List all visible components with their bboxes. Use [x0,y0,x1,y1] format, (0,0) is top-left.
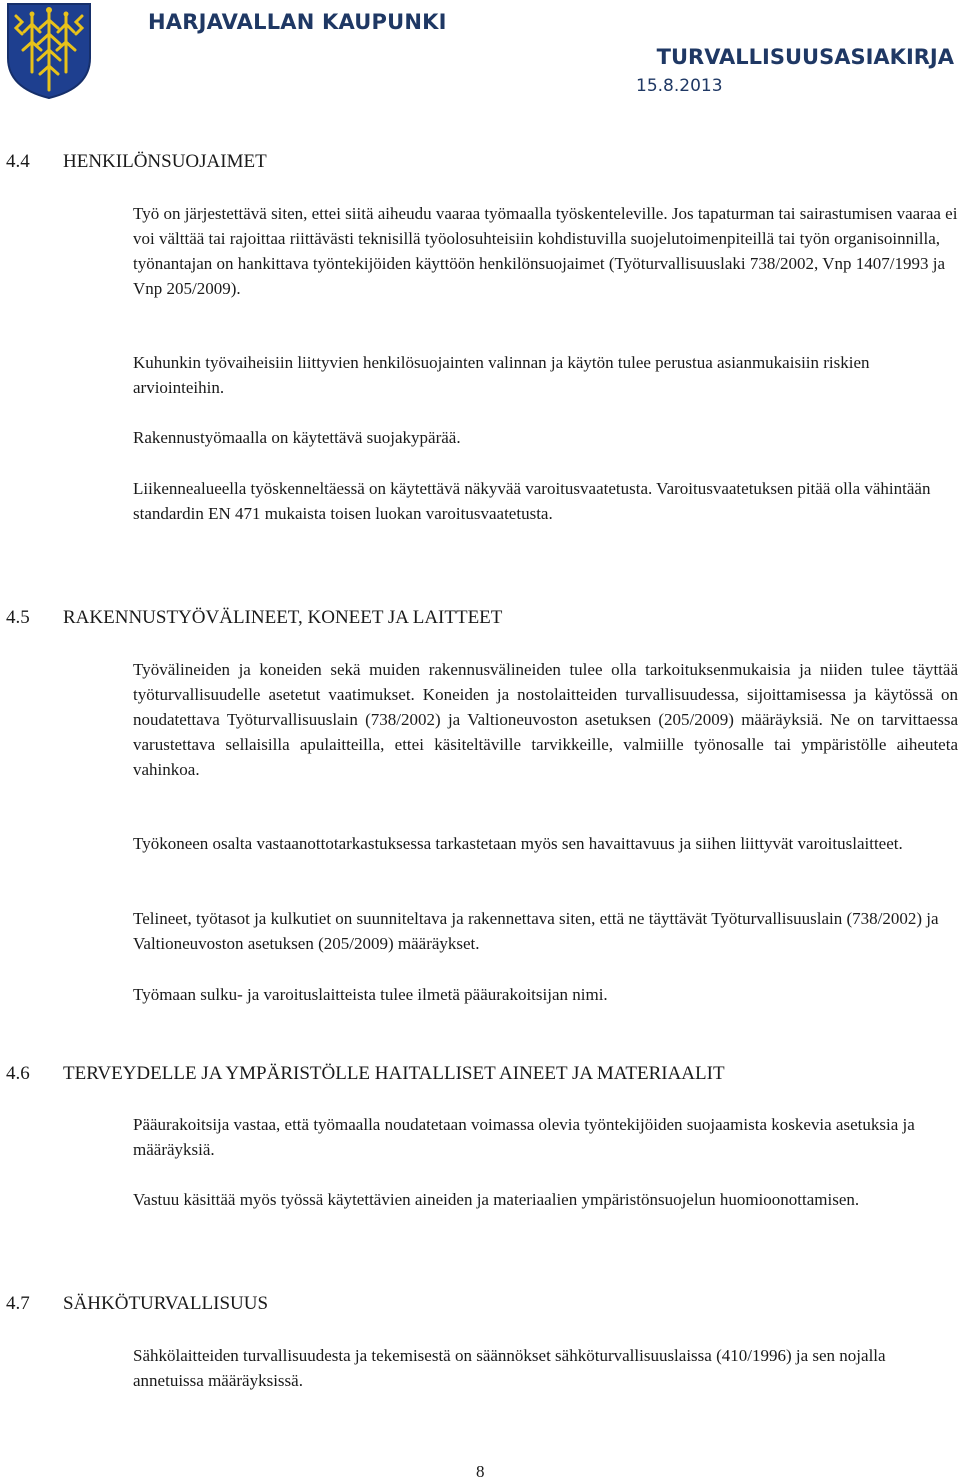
section-heading-4-6 [6,1063,725,1085]
coat-of-arms-icon [4,2,94,100]
page-header [0,0,960,110]
paragraph: Sähkölaitteiden turvallisuudesta ja tekemisestä on säännökset sähköturvallisuuslaissa (410/1996) ja sen nojalla annetuissa määräyksissä. [133,1346,886,1390]
paragraph: Työvälineiden ja koneiden sekä muiden rakennusvälineiden tulee olla tarkoituksenmukaisia ja niiden tulee täyttää työturvallisuudelle asetetut vaatimukset. Koneiden ja nostolaitteiden turvallisuudessa, sijoittamisessa ja käytössä on noudatettava Työturvallisuuslain (738/2002) ja Valtioneuvoston asetuksen (205/2009) määräyksiä. Ne on tarvittaessa varustettava sellaisilla apulaitteilla, ettei käsiteltäville tarvikkeille, valmiille työnosalle tai ympäristölle aiheuteta vahinkoa. [133,660,958,779]
section-heading-4-7 [6,1293,268,1315]
section-title: HENKILÖNSUOJAIMET [63,151,267,172]
paragraph: Työmaan sulku- ja varoituslaitteista tulee ilmetä pääurakoitsijan nimi. [133,985,608,1004]
section-number: 4.7 [6,1293,30,1314]
section-number: 4.6 [6,1063,30,1084]
paragraph: Rakennustyömaalla on käytettävä suojakypärää. [133,428,461,447]
paragraph: Pääurakoitsija vastaa, että työmaalla noudatetaan voimassa olevia työntekijöiden suojaamista koskevia asetuksia ja määräyksiä. [133,1115,915,1159]
section-title: TERVEYDELLE JA YMPÄRISTÖLLE HAITALLISET AINEET JA MATERIAALIT [63,1063,725,1084]
section-heading-4-5 [6,607,502,629]
section-number: 4.4 [6,151,30,172]
paragraph: Vastuu käsittää myös työssä käytettävien aineiden ja materiaalien ympäristönsuojelun huomioonottamisen. [133,1190,860,1209]
section-number: 4.5 [6,607,30,628]
document-title: TURVALLISUUSASIAKIRJA [656,45,954,69]
city-name: HARJAVALLAN KAUPUNKI [148,10,447,34]
section-title: RAKENNUSTYÖVÄLINEET, KONEET JA LAITTEET [63,607,503,628]
section-heading-4-4 [6,151,267,173]
page-number: 8 [476,1462,485,1481]
paragraph: Telineet, työtasot ja kulkutiet on suunniteltava ja rakennettava siten, että ne täyttävät Työturvallisuuslain (738/2002) ja Valtioneuvoston asetuksen (205/2009) määräykset. [133,909,939,953]
document-date: 15.8.2013 [636,76,723,96]
paragraph: Kuhunkin työvaiheisiin liittyvien henkilösuojainten valinnan ja käytön tulee perustua asianmukaisiin riskien arviointeihin. [133,353,870,397]
section-title: SÄHKÖTURVALLISUUS [63,1293,269,1314]
paragraph: Työ on järjestettävä siten, ettei siitä aiheudu vaaraa työmaalla työskenteleville. Jos tapaturman tai sairastumisen vaaraa ei voi välttää tai rajoittaa riittävästi teknisillä työolosuhteisiin kohdistuvilla suojelutoimenpiteillä tai työn organisoinnilla, työnantajan on hankittava työntekijöiden käyttöön henkilönsuojaimet (Työturvallisuuslaki 738/2002, Vnp 1407/1993 ja Vnp 205/2009). [133,204,958,298]
paragraph: Liikennealueella työskenneltäessä on käytettävä näkyvää varoitusvaatetusta. Varoitusvaatetuksen pitää olla vähintään standardin EN 471 mukaista toisen luokan varoitusvaatetusta. [133,479,931,523]
paragraph: Työkoneen osalta vastaanottotarkastuksessa tarkastetaan myös sen havaittavuus ja siihen liittyvät varoituslaitteet. [133,834,903,853]
